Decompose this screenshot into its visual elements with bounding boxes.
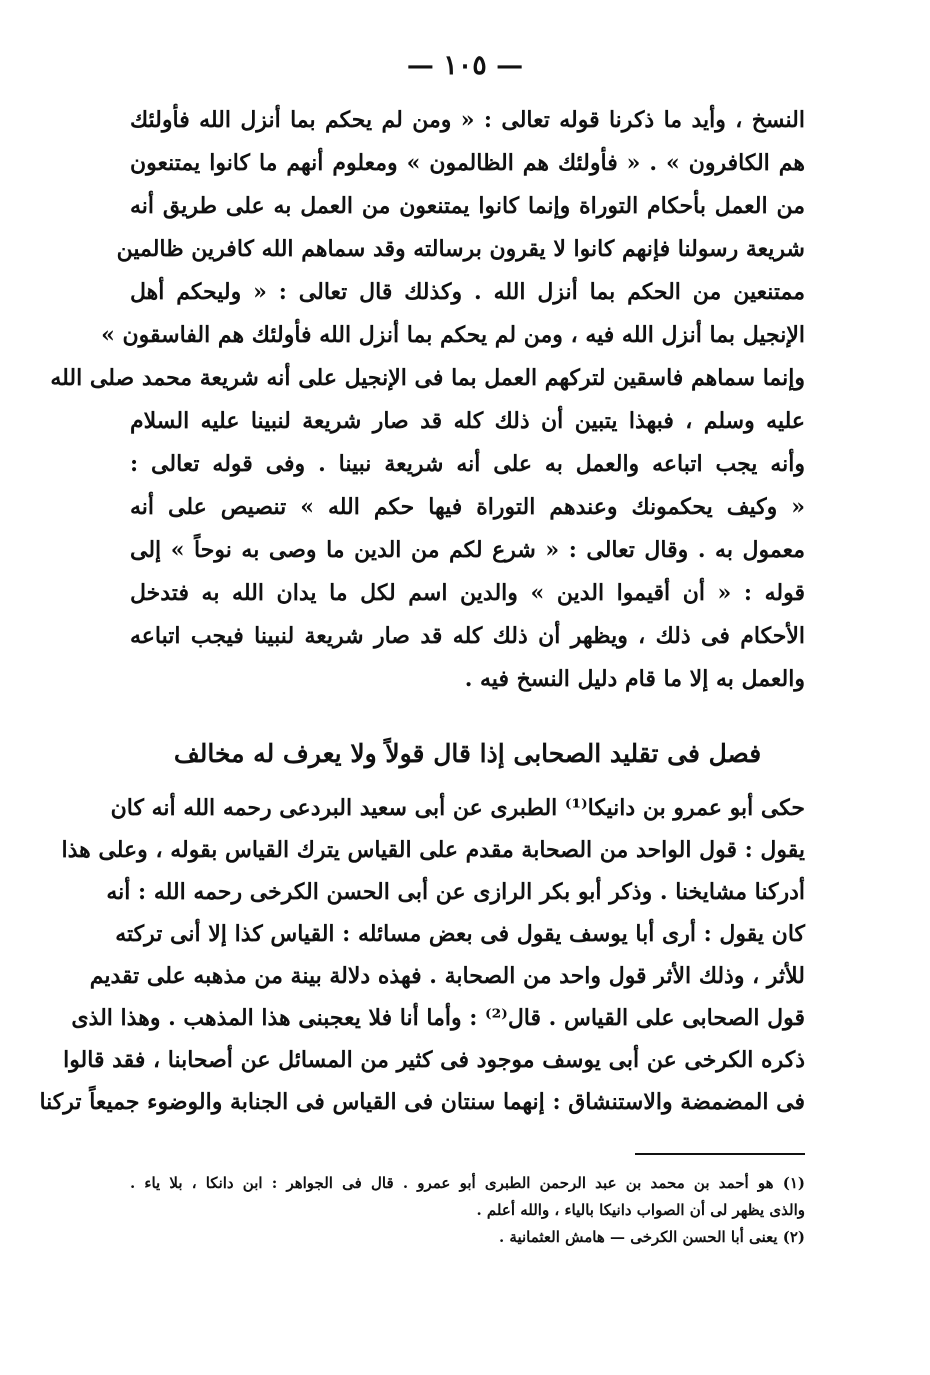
footnote-divider: [635, 1153, 805, 1155]
section-heading: فصل فى تقليد الصحابى إذا قال قولاً ولا يعرف له مخالف: [173, 739, 762, 768]
text-line: وإنما سماهم فاسقين لتركهم العمل بما فى الإنجيل على أنه شريعة محمد صلى الله: [50, 365, 805, 391]
text-line: ممتنعين من الحكم بما أنزل الله . وكذلك قال تعالى : « وليحكم أهل: [130, 279, 805, 305]
footnote-line: (٢) يعنى أبا الحسن الكرخى — هامش العثمانية .: [498, 1228, 805, 1246]
main-text: [50, 99, 805, 701]
footnotes: [130, 1170, 805, 1251]
section-text: [39, 787, 805, 1123]
text-line: شريعة رسولنا فإنهم كانوا لا يقرون برسالته وقد سماهم الله كافرين ظالمين: [116, 236, 805, 262]
page-number: — ١٠٥ —: [406, 50, 524, 81]
text-line: أدركنا مشايخنا . وذكر أبو بكر الرازى عن أبى الحسن الكرخى رحمه الله : أنه: [106, 879, 805, 905]
text-line: ذكره الكرخى عن أبى يوسف موجود فى كثير من المسائل عن أصحابنا ، فقد قالوا: [63, 1047, 805, 1073]
footnote-line: والذى يظهر لى أن الصواب دانيكا بالياء ، والله أعلم .: [476, 1201, 805, 1219]
text-line: هم الكافرون » . « فأولئك هم الظالمون » ومعلوم أنهم ما كانوا يمتنعون: [130, 150, 805, 176]
text-line: والعمل به إلا ما قام دليل النسخ فيه .: [464, 666, 805, 692]
text-line: يقول : قول الواحد من الصحابة مقدم على القياس يترك القياس بقوله ، وعلى هذا: [61, 837, 805, 863]
text-line: الأحكام فى ذلك ، ويظهر أن ذلك كله قد صار شريعة لنبينا فيجب اتباعه: [130, 623, 805, 649]
text-line: من العمل بأحكام التوراة وإنما كانوا يمتنعون من العمل به على طريق أنه: [130, 193, 805, 219]
text-line: قول الصحابى على القياس . قال⁽²⁾ : وأما أنا فلا يعجبنى هذا المذهب . وهذا الذى: [71, 1005, 805, 1031]
text-line: حكى أبو عمرو بن دانيكا⁽¹⁾ الطبرى عن أبى سعيد البردعى رحمه الله أنه كان: [110, 795, 805, 821]
text-line: كان يقول : أرى أبا يوسف يقول فى بعض مسائله : القياس كذا إلا أنى تركته: [115, 921, 805, 947]
text-line: معمول به . وقال تعالى : « شرع لكم من الدين ما وصى به نوحاً » إلى: [130, 537, 805, 563]
text-line: فى المضمضة والاستنشاق : إنهما سنتان فى القياس فى الجنابة والوضوء جميعاً تركنا: [39, 1089, 805, 1115]
text-line: قوله : « أن أقيموا الدين » والدين اسم لكل ما يدان الله به فتدخل: [130, 580, 805, 606]
text-line: للأثر ، وذلك الأثر قول واحد من الصحابة . فهذه دلالة بينة من مذهبه على تقديم: [89, 963, 805, 989]
text-line: « وكيف يحكمونك وعندهم التوراة فيها حكم الله » تنصيص على أنه: [130, 494, 805, 520]
text-line: وأنه يجب اتباعه والعمل به على أنه شريعة نبينا . وفى قوله تعالى :: [130, 451, 805, 477]
text-line: الإنجيل بما أنزل الله فيه ، ومن لم يحكم بما أنزل الله فأولئك هم الفاسقون »: [101, 322, 805, 348]
text-line: النسخ ، وأيد ما ذكرنا قوله تعالى : « ومن لم يحكم بما أنزل الله فأولئك: [130, 107, 805, 133]
text-line: عليه وسلم ، فبهذا يتبين أن ذلك كله قد صار شريعة لنبينا عليه السلام: [130, 408, 805, 434]
footnote-line: (١) هو أحمد بن محمد بن عبد الرحمن الطبرى أبو عمرو . قال فى الجواهر : ابن دانكا ، بلا ياء .: [130, 1174, 805, 1192]
